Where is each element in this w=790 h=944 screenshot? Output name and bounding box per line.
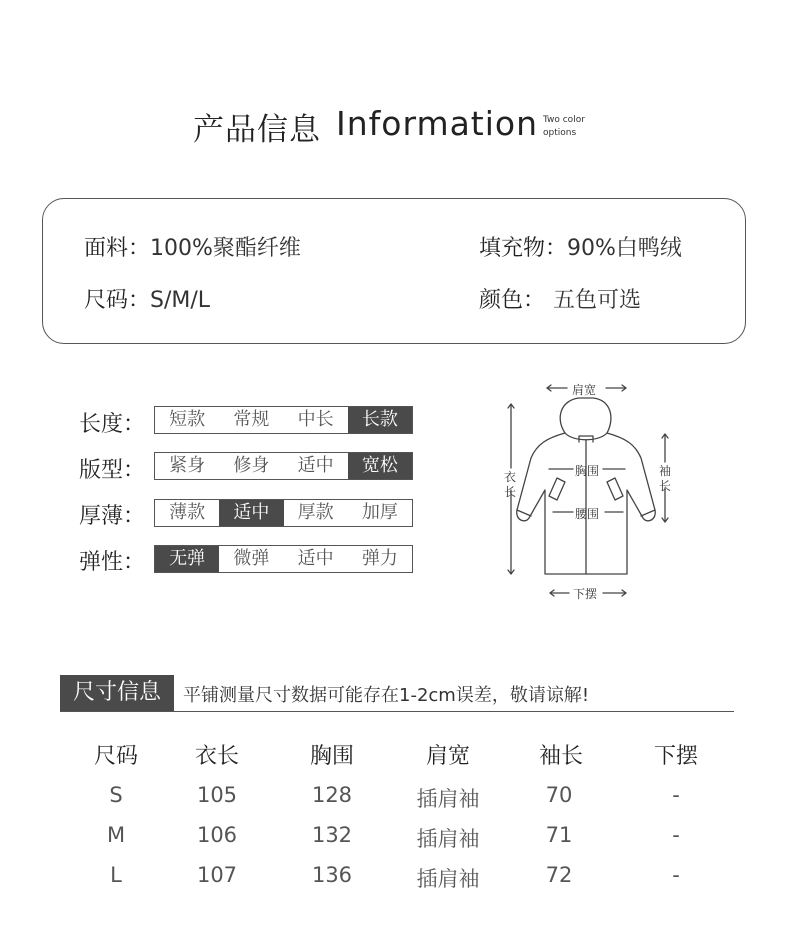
elasticity-option: 适中 (297, 548, 334, 569)
table-cell: L (110, 863, 122, 887)
length-option: 中长 (297, 409, 334, 430)
table-header: 衣长 (194, 744, 239, 769)
sleeve-diagram-label-1: 袖 (659, 464, 672, 478)
table-cell: M (106, 823, 126, 847)
page-title-cn: 产品信息 (193, 112, 321, 148)
length-option: 长款 (348, 407, 412, 433)
filling-value: 90%白鸭绒 (567, 236, 682, 261)
elasticity-option: 无弹 (155, 546, 219, 572)
fit-option: 适中 (297, 455, 334, 476)
color-row (479, 283, 641, 314)
length-scale (154, 406, 413, 434)
size-value: S/M/L (150, 288, 211, 313)
length-diagram-label-2: 长 (504, 485, 517, 499)
color-options-note-line1: Two color (543, 115, 585, 125)
fit-label: 版型： (79, 458, 146, 483)
length-label: 长度： (79, 412, 146, 437)
size-row (84, 283, 210, 314)
size-section-divider (60, 711, 734, 712)
thickness-option: 薄款 (169, 502, 206, 523)
product-info-box (42, 198, 746, 344)
thickness-label: 厚薄： (79, 504, 146, 529)
coat-diagram-icon (495, 378, 685, 603)
elasticity-scale (154, 545, 413, 573)
table-cell: 插肩袖 (416, 867, 480, 891)
color-options-note-line2: options (543, 128, 577, 138)
table-header: 尺码 (93, 744, 138, 769)
table-cell: - (672, 823, 680, 847)
table-cell: 136 (311, 863, 353, 887)
fit-option: 修身 (233, 455, 270, 476)
page-title-en: Information (336, 104, 539, 143)
fit-scale (154, 452, 413, 480)
table-cell: 105 (196, 783, 238, 807)
fit-option: 紧身 (169, 455, 206, 476)
size-label: 尺码： (84, 288, 151, 313)
table-cell: 128 (311, 783, 353, 807)
fit-option: 宽松 (348, 453, 412, 479)
thickness-option: 厚款 (297, 502, 334, 523)
table-cell: 插肩袖 (416, 827, 480, 851)
fabric-value: 100%聚酯纤维 (150, 236, 301, 261)
fabric-row (84, 231, 301, 262)
table-header: 肩宽 (425, 744, 470, 769)
hem-diagram-label: 下摆 (573, 587, 598, 601)
table-header: 胸围 (309, 744, 354, 769)
table-cell: 132 (311, 823, 353, 847)
fabric-label: 面料： (84, 236, 151, 261)
elasticity-label: 弹性： (79, 550, 146, 575)
table-cell: 插肩袖 (416, 787, 480, 811)
length-option: 常规 (233, 409, 270, 430)
table-header: 下摆 (653, 744, 698, 769)
elasticity-option: 弹力 (361, 548, 398, 569)
elasticity-option: 微弹 (233, 548, 270, 569)
table-cell: 107 (196, 863, 238, 887)
table-cell: - (672, 863, 680, 887)
table-cell: 72 (545, 863, 573, 887)
color-label: 颜色： (479, 288, 546, 313)
thickness-scale (154, 499, 413, 527)
sleeve-diagram-label-2: 长 (659, 479, 672, 493)
thickness-option: 适中 (219, 500, 283, 526)
length-diagram-label-1: 衣 (504, 470, 517, 484)
table-header: 袖长 (538, 744, 583, 769)
table-cell: 70 (545, 783, 573, 807)
table-cell: - (672, 783, 680, 807)
size-info-tag: 尺寸信息 (60, 675, 174, 711)
table-cell: 106 (196, 823, 238, 847)
thickness-option: 加厚 (361, 502, 398, 523)
filling-row (479, 231, 682, 262)
size-measure-note: 平铺测量尺寸数据可能存在1-2cm误差，敬请谅解! (183, 685, 590, 706)
color-value: 五色可选 (553, 288, 642, 313)
table-cell: 71 (545, 823, 573, 847)
chest-diagram-label: 胸围 (575, 464, 600, 478)
filling-label: 填充物： (479, 236, 568, 261)
shoulder-label: 肩宽 (572, 383, 597, 397)
length-option: 短款 (169, 409, 206, 430)
waist-diagram-label: 腰围 (575, 507, 600, 521)
table-cell: S (109, 783, 123, 807)
